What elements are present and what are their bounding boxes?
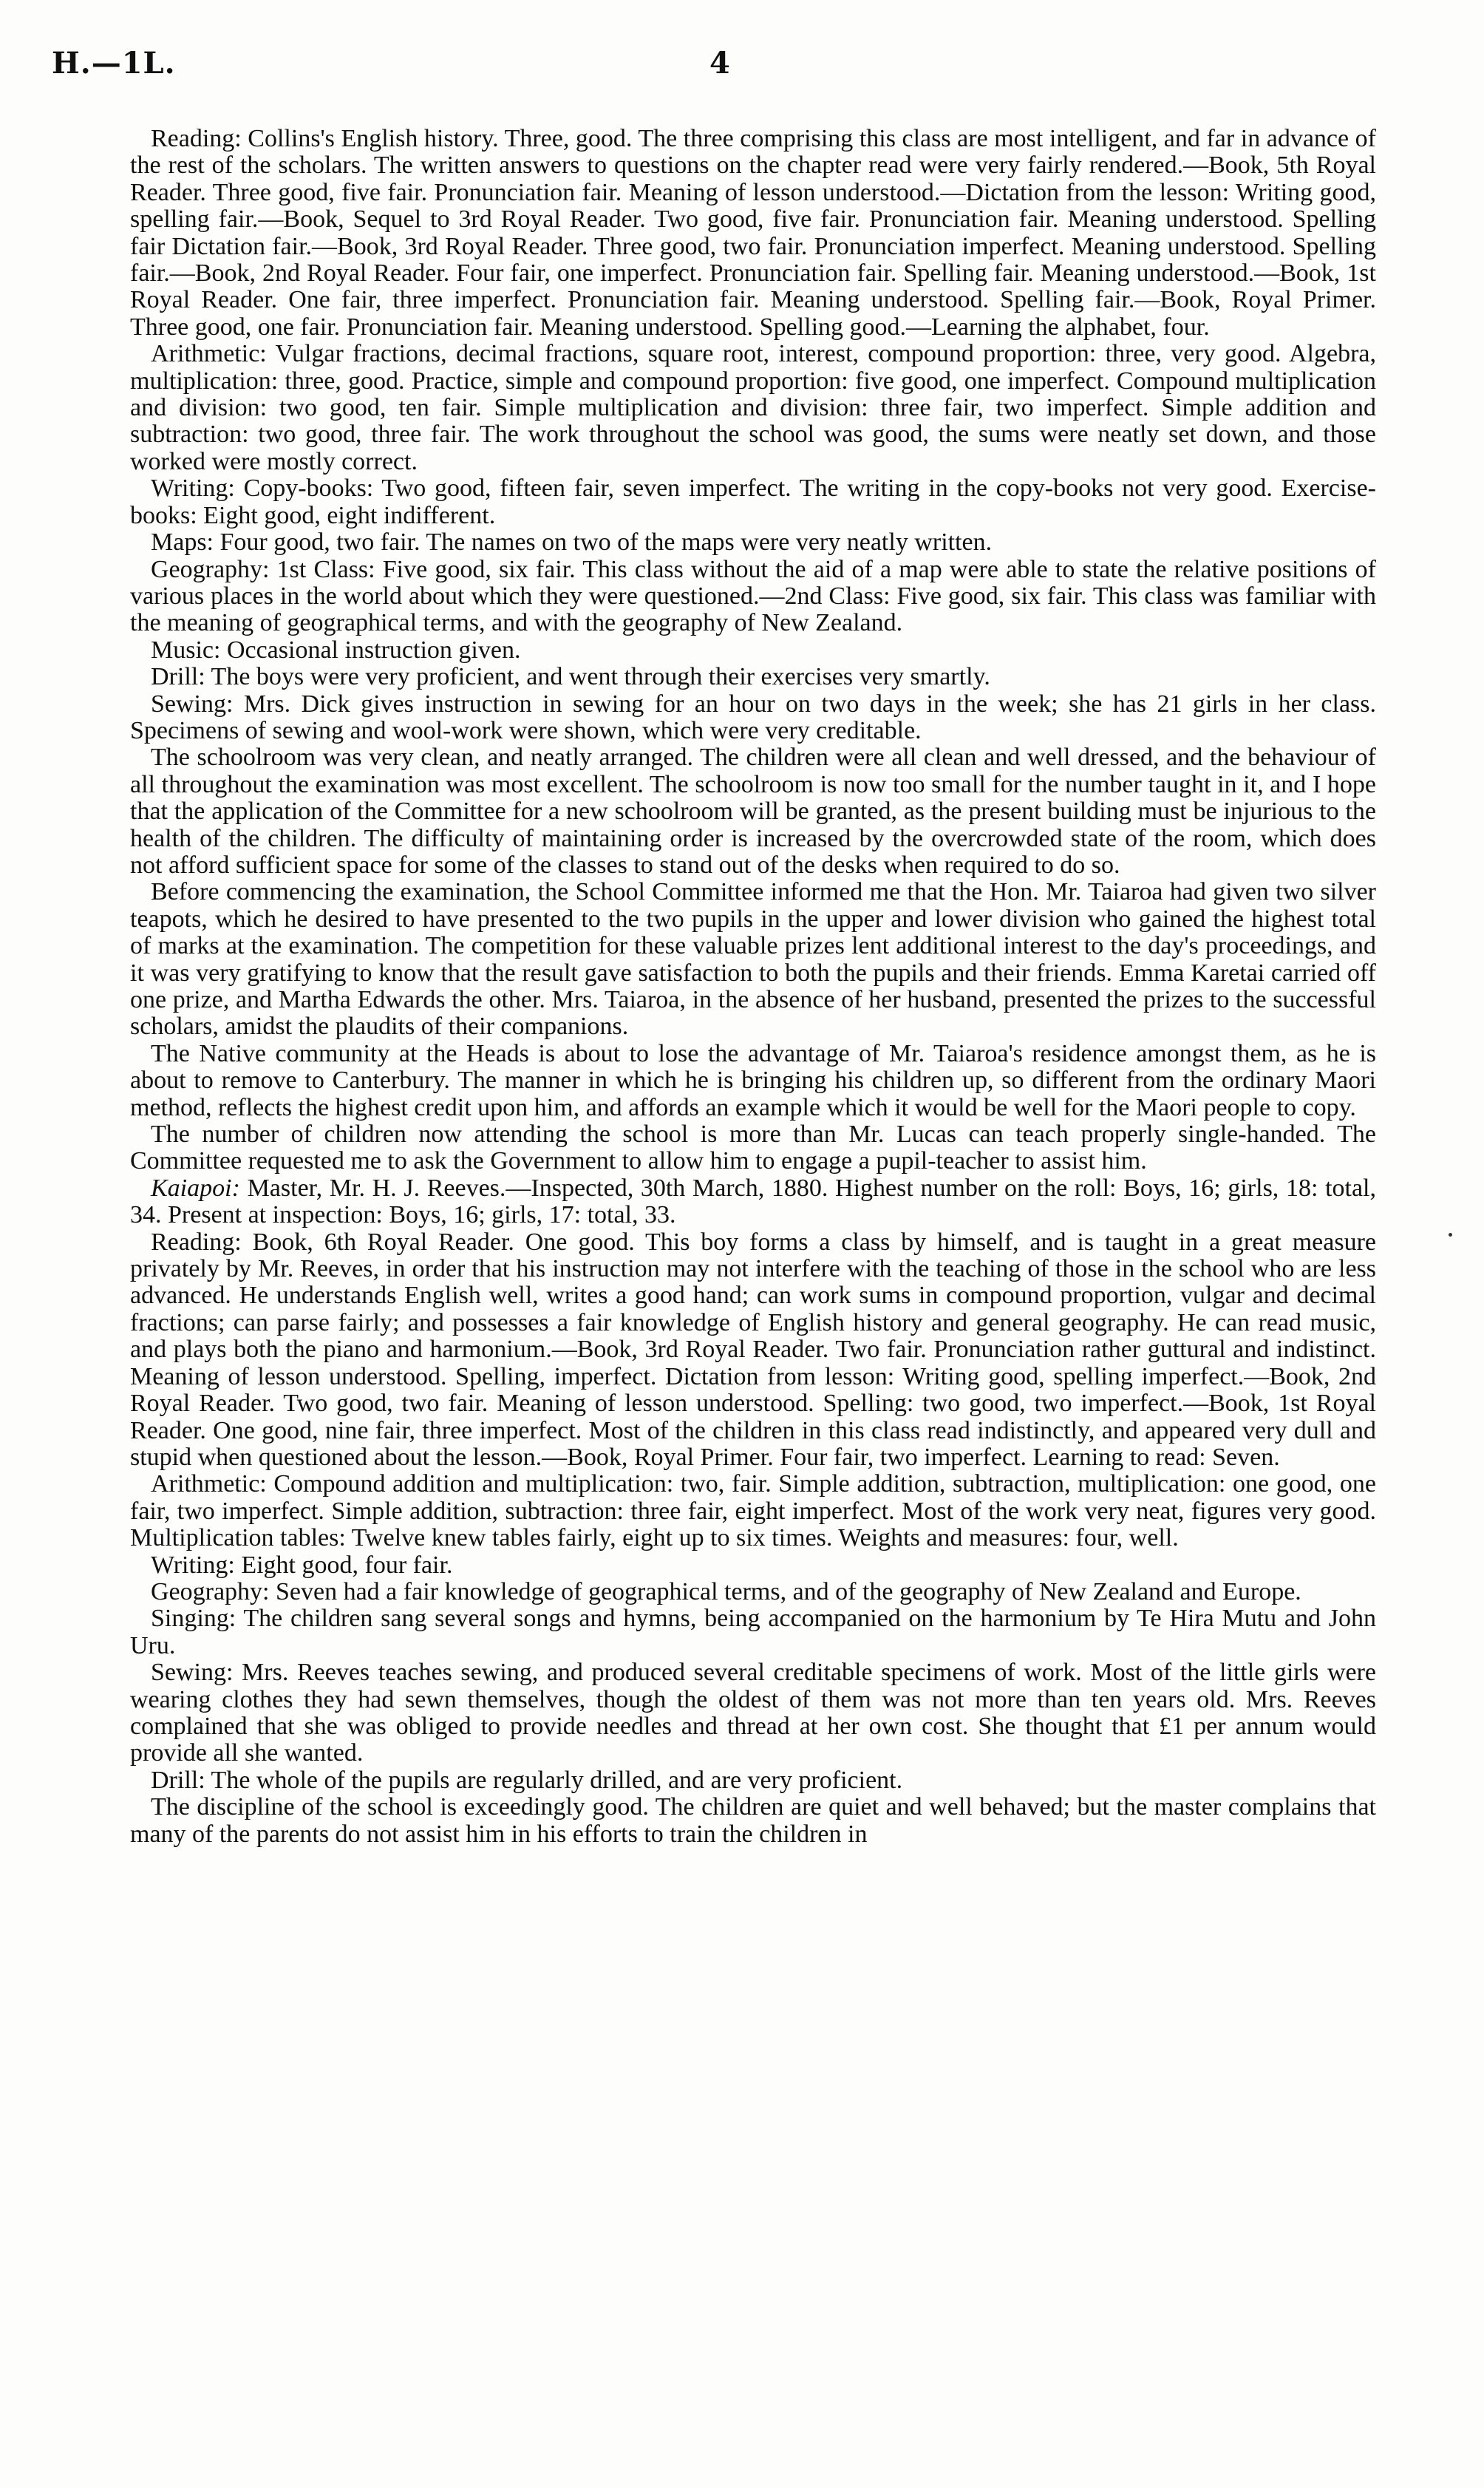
- paragraph-kaiapoi-discipline: The discipline of the school is exceedingly good. The children are quiet and well behaved; but the master complains that many of the parents do not assist him in his efforts to train the children in: [130, 1793, 1376, 1848]
- paragraph-geography: Geography: 1st Class: Five good, six fair. This class without the aid of a map were able to state the relative positions of various places in the world about which they were questioned.—2nd Class: Five good, six fair. This class was familiar with the meaning of geographical terms, and with the geography of New Zealand.: [130, 555, 1376, 637]
- paragraph-maps: Maps: Four good, two fair. The names on two of the maps were very neatly written.: [151, 528, 993, 557]
- kaiapoi-lead: Kaiapoi:: [151, 1174, 240, 1202]
- kaiapoi-text: Master, Mr. H. J. Reeves.—Inspected, 30th March, 1880. Highest number on the roll: Boys, 16; girls, 18: total, 34. Present at inspection: Boys, 16; girls, 17: total, 33.: [130, 1174, 1376, 1229]
- paragraph-kaiapoi: [130, 1175, 1376, 1229]
- paragraph-sewing: Sewing: Mrs. Dick gives instruction in sewing for an hour on two days in the week; she has 21 girls in her class. Specimens of sewing and wool-work were shown, which were very creditable.: [130, 690, 1376, 744]
- page-number: 4: [709, 46, 730, 81]
- paragraph-pupil-teacher: The number of children now attending the school is more than Mr. Lucas can teach properly single-handed. The Committee requested me to ask the Government to allow him to engage a pupil-teacher to assist him.: [130, 1121, 1376, 1175]
- document-reference: H.—1L.: [52, 46, 176, 81]
- paragraph-kaiapoi-geography: Geography: Seven had a fair knowledge of geographical terms, and of the geography of New Zealand and Europe.: [151, 1577, 1301, 1605]
- paragraph-kaiapoi-arithmetic: Arithmetic: Compound addition and multiplication: two, fair. Simple addition, subtraction, multiplication: one good, one fair, two imperfect. Simple addition, subtraction: three fair, eight imperfect. Most of the work very neat, figures very good. Multiplication tables: Twelve knew tables fairly, eight up to six times. Weights and measures: four, well.: [130, 1470, 1376, 1552]
- page-header: [52, 46, 1382, 90]
- paragraph-drill: Drill: The boys were very proficient, and went through their exercises very smartly.: [151, 663, 990, 691]
- paragraph-kaiapoi-drill: Drill: The whole of the pupils are regularly drilled, and are very proficient.: [151, 1766, 903, 1794]
- paragraph-kaiapoi-reading: Reading: Book, 6th Royal Reader. One good. This boy forms a class by himself, and is taught in a great measure privately by Mr. Reeves, in order that his instruction may not interfere with the teaching of those in the school who are less advanced. He understands English well, writes a good hand; can work sums in compound proportion, vulgar and decimal fractions; can parse fairly; and possesses a fair knowledge of English history and general geography. He can read music, and plays both the piano and harmonium.—Book, 3rd Royal Reader. Two fair. Pronunciation rather guttural and indistinct. Meaning of lesson understood. Spelling, imperfect. Dictation from lesson: Writing good, spelling imperfect.—Book, 2nd Royal Reader. Two good, two fair. Meaning of lesson understood. Spelling: two good, two imperfect.—Book, 1st Royal Reader. One good, nine fair, three imperfect. Most of the children in this class read indistinctly, and appeared very dull and stupid when questioned about the lesson.—Book, Royal Primer. Four fair, two imperfect. Learning to read: Seven.: [130, 1228, 1376, 1471]
- paragraph-kaiapoi-sewing: Sewing: Mrs. Reeves teaches sewing, and produced several creditable specimens of work. Most of the little girls were wearing clothes they had sewn themselves, though the oldest of them was not more than ten years old. Mrs. Reeves complained that she was obliged to provide needles and thread at her own cost. She thought that £1 per annum would provide all she wanted.: [130, 1659, 1376, 1767]
- body-text: [130, 126, 1376, 1848]
- margin-dot: [1449, 1233, 1452, 1237]
- paragraph-schoolroom: The schoolroom was very clean, and neatly arranged. The children were all clean and well dressed, and the behaviour of all throughout the examination was most excellent. The schoolroom is now too small for the number taught in it, and I hope that the application of the Committee for a new schoolroom will be granted, as the present building must be injurious to the health of the children. The difficulty of maintaining order is increased by the overcrowded state of the room, which does not afford sufficient space for some of the classes to stand out of the desks when required to do so.: [130, 744, 1376, 879]
- paragraph-writing: Writing: Copy-books: Two good, fifteen fair, seven imperfect. The writing in the copy-books not very good. Exercise-books: Eight good, eight indifferent.: [130, 475, 1376, 529]
- paragraph-arithmetic: Arithmetic: Vulgar fractions, decimal fractions, square root, interest, compound proportion: three, very good. Algebra, multiplication: three, good. Practice, simple and compound proportion: five good, one imperfect. Compound multiplication and division: two good, ten fair. Simple multiplication and division: three fair, two imperfect. Simple addition and subtraction: two good, three fair. The work throughout the school was good, the sums were neatly set down, and those worked were mostly correct.: [130, 340, 1376, 475]
- paragraph-kaiapoi-singing: Singing: The children sang several songs and hymns, being accompanied on the harmonium by Te Hira Mutu and John Uru.: [130, 1605, 1376, 1659]
- paragraph-reading: Reading: Collins's English history. Three, good. The three comprising this class are most intelligent, and far in advance of the rest of the scholars. The written answers to questions on the chapter read were very fairly rendered.—Book, 5th Royal Reader. Three good, five fair. Pronunciation fair. Meaning of lesson understood.—Dictation from the lesson: Writing good, spelling fair.—Book, Sequel to 3rd Royal Reader. Two good, five fair. Pronunciation fair. Meaning understood. Spelling fair Dictation fair.—Book, 3rd Royal Reader. Three good, two fair. Pronunciation imperfect. Meaning understood. Spelling fair.—Book, 2nd Royal Reader. Four fair, one imperfect. Pronunciation fair. Spelling fair. Meaning understood.—Book, 1st Royal Reader. One fair, three imperfect. Pronunciation fair. Meaning understood. Spelling fair.—Book, Royal Primer. Three good, one fair. Pronunciation fair. Meaning understood. Spelling good.—Learning the alphabet, four.: [130, 125, 1376, 341]
- paragraph-kaiapoi-writing: Writing: Eight good, four fair.: [151, 1551, 453, 1579]
- paragraph-native-community: The Native community at the Heads is about to lose the advantage of Mr. Taiaroa's residence amongst them, as he is about to remove to Canterbury. The manner in which he is bringing his children up, so different from the ordinary Maori method, reflects the highest credit upon him, and affords an example which it would be well for the Maori people to copy.: [130, 1039, 1376, 1121]
- paragraph-music: Music: Occasional instruction given.: [151, 636, 521, 664]
- paragraph-prizes: Before commencing the examination, the School Committee informed me that the Hon. Mr. Taiaroa had given two silver teapots, which he desired to have presented to the two pupils in the upper and lower division who gained the highest total of marks at the examination. The competition for these valuable prizes lent additional interest to the day's proceedings, and it was very gratifying to know that the result gave satisfaction to both the pupils and their friends. Emma Karetai carried off one prize, and Martha Edwards the other. Mrs. Taiaroa, in the absence of her husband, presented the prizes to the successful scholars, amidst the plaudits of their companions.: [130, 878, 1376, 1041]
